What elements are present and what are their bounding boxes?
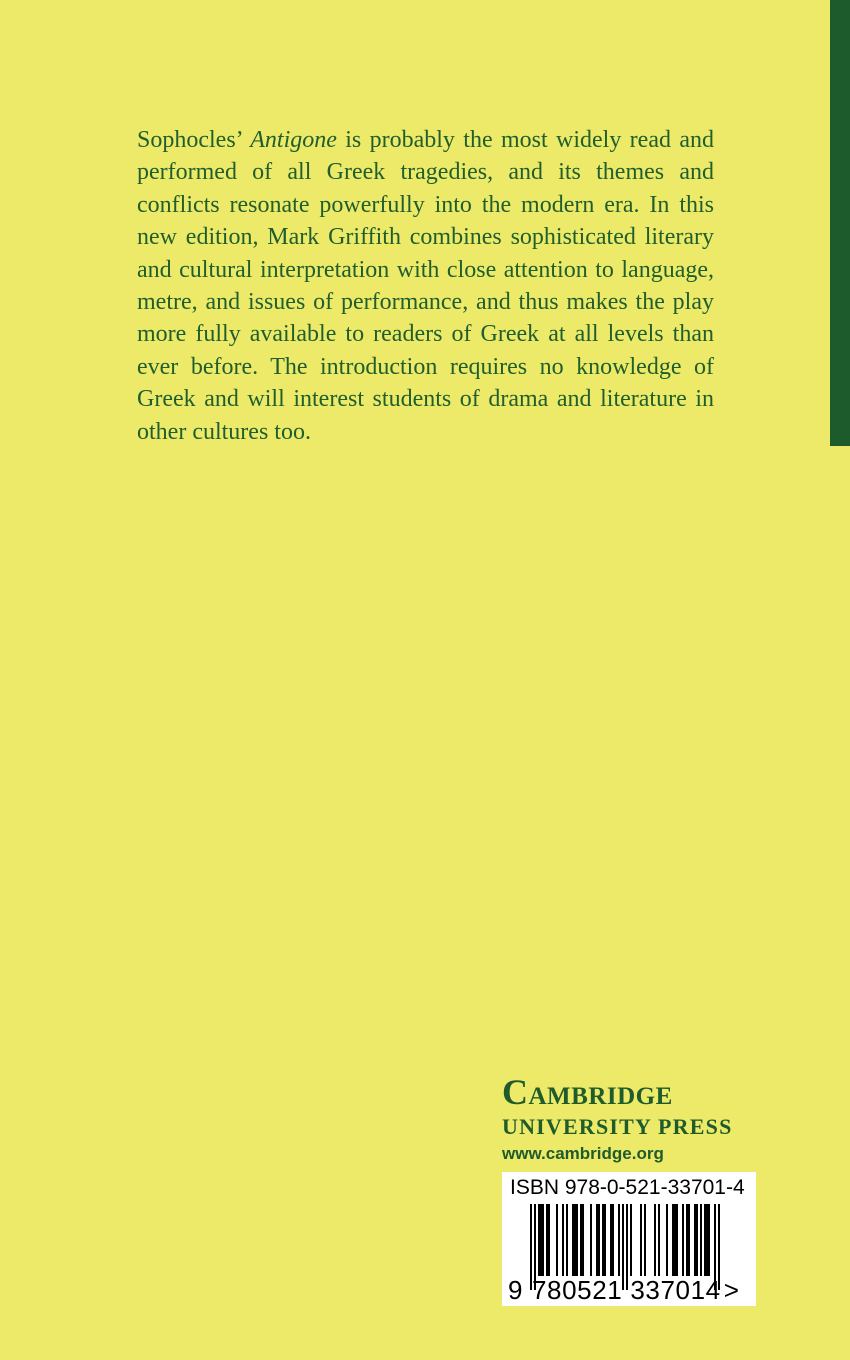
- barcode-bar: [610, 1204, 612, 1276]
- barcode-bar: [672, 1204, 674, 1276]
- barcode-lead-digit: 9: [508, 1275, 523, 1305]
- barcode-bar: [612, 1204, 614, 1276]
- barcode-bar: [556, 1204, 558, 1276]
- barcode-bar: [566, 1204, 568, 1276]
- barcode-bar: [640, 1204, 642, 1276]
- barcode-bar: [658, 1204, 660, 1276]
- barcode-bar: [688, 1204, 690, 1276]
- barcode-bar: [540, 1204, 542, 1276]
- blurb-body: is probably the most widely read and performed of all Greek tragedies, and its themes and conflicts resonate powerfully into the modern era. In this new edition, Mark Griffith combines sophisticated literary and cultural interpretation with close attention to language, metre, and issues of performance, and thus makes the play more fully available to readers of Greek at all levels than ever before. The introduction requires no knowledge of Greek and will interest students of drama and literature in other cultures too.: [137, 127, 714, 445]
- publisher-block: [502, 1072, 762, 1165]
- barcode-digits: [508, 1276, 739, 1304]
- barcode-bar: [572, 1204, 574, 1276]
- spine-edge-bar: [830, 0, 850, 446]
- barcode-bar: [694, 1204, 696, 1276]
- back-cover-blurb: [137, 124, 714, 448]
- barcode-bar: [596, 1204, 598, 1276]
- barcode-bar: [666, 1204, 668, 1276]
- barcode-bar: [546, 1204, 548, 1276]
- barcode-bar: [548, 1204, 550, 1276]
- barcode-bar: [582, 1204, 584, 1276]
- blurb-book-title: Antigone: [250, 127, 337, 153]
- barcode-bar: [604, 1204, 606, 1276]
- barcode-bar: [574, 1204, 576, 1276]
- barcode-bar: [708, 1204, 710, 1276]
- barcode-bar: [630, 1204, 632, 1276]
- barcode-left-group: 780521: [532, 1275, 623, 1305]
- barcode-bar: [576, 1204, 578, 1276]
- barcode-bar: [686, 1204, 688, 1276]
- barcode-box: [502, 1172, 756, 1306]
- barcode-bar: [598, 1204, 600, 1276]
- barcode-bar: [706, 1204, 708, 1276]
- barcode-bar: [654, 1204, 656, 1276]
- barcode-end-mark: >: [723, 1275, 739, 1305]
- barcode-bar: [602, 1204, 604, 1276]
- barcode-bar: [562, 1204, 564, 1276]
- barcode-bar: [590, 1204, 592, 1276]
- barcode-bar: [682, 1204, 684, 1276]
- blurb-lead: Sophocles’: [137, 127, 251, 153]
- publisher-subtitle: UNIVERSITY PRESS: [502, 1114, 733, 1139]
- barcode-bar: [538, 1204, 540, 1276]
- barcode-bar: [644, 1204, 646, 1276]
- barcode-bar: [700, 1204, 702, 1276]
- isbn-label: ISBN 978-0-521-33701-4: [510, 1176, 745, 1199]
- barcode-bar: [696, 1204, 698, 1276]
- barcode-right-group: 337014: [630, 1275, 721, 1305]
- barcode-bar: [674, 1204, 676, 1276]
- publisher-name: Cambridge: [502, 1072, 673, 1112]
- publisher-website: www.cambridge.org: [502, 1144, 664, 1163]
- barcode-bar: [542, 1204, 544, 1276]
- barcode-bar: [580, 1204, 582, 1276]
- barcode-bar: [618, 1204, 620, 1276]
- barcode-bar: [676, 1204, 678, 1276]
- barcode-bar: [704, 1204, 706, 1276]
